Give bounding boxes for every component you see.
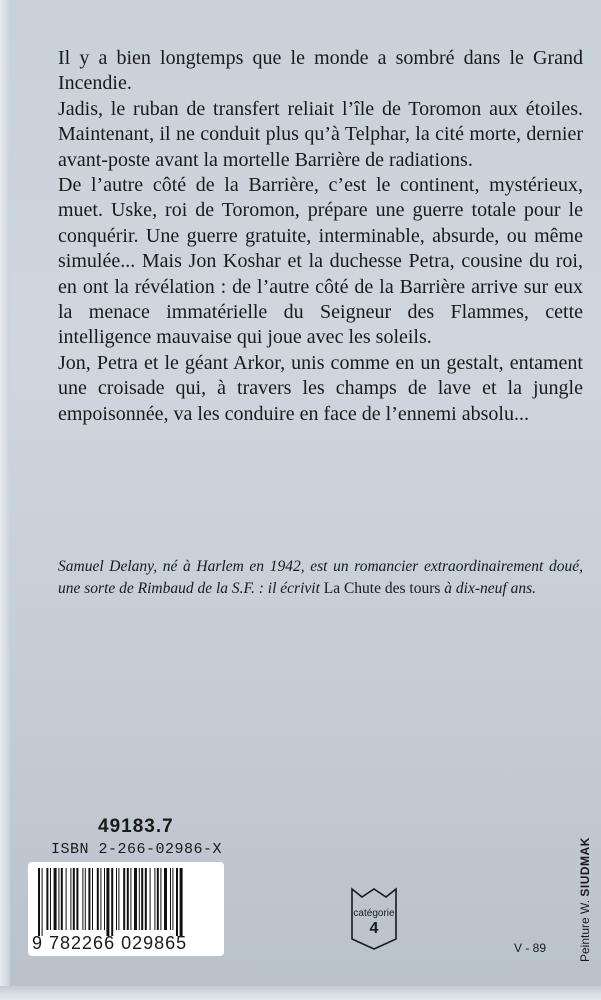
category-badge bbox=[350, 885, 398, 951]
blurb-paragraph-3: De l’autre côté de la Barrière, c’est le continent, mystérieux, muet. Uske, roi de Toromon, prépare une guerre totale pour le conquérir. Une guerre gratuite, interminable, absurde, ou même simulée... Mais Jon Koshar et la duchesse Petra, cousine du roi, en ont la révélation : de l’autre côté de la Barrière arrive sur eux la menace immatérielle du Seigneur des Flammes, cette intelligence mauvaise qui joue avec les soleils. bbox=[58, 174, 583, 349]
blurb-text bbox=[58, 46, 583, 427]
category-number: 4 bbox=[369, 920, 379, 937]
blurb-paragraph-1: Il y a bien longtemps que le monde a sombré dans le Grand Incendie. bbox=[58, 47, 583, 95]
illustration-credit bbox=[578, 837, 592, 962]
barcode-label bbox=[28, 862, 224, 956]
credit-name: SIUDMAK bbox=[578, 837, 592, 897]
barcode-digits: 9 782266 029865 bbox=[32, 933, 188, 953]
barcode-icon bbox=[28, 862, 224, 936]
cover-edge-left bbox=[0, 0, 10, 1000]
bio-text-after: à dix-neuf ans. bbox=[444, 580, 536, 597]
product-code: 49183.7 bbox=[98, 816, 174, 837]
bio-book-title: La Chute des tours bbox=[323, 580, 441, 597]
bio-text-before: Samuel Delany, né à Harlem en 1942, est un romancier extraordinairement doué, une sorte de Rimbaud de la S.F. : il écrivit bbox=[58, 558, 583, 597]
version-code: V - 89 bbox=[514, 941, 547, 955]
blurb-paragraph-2: Jadis, le ruban de transfert reliait l’île de Toromon aux étoiles. Maintenant, il ne conduit plus qu’à Telphar, la cité morte, dernier avant-poste avant la mortelle Barrière de radiations. bbox=[58, 97, 583, 171]
credit-prefix: Peinture W. bbox=[578, 899, 592, 962]
category-label: catégorie bbox=[353, 908, 395, 919]
author-bio bbox=[58, 556, 583, 600]
isbn-number: ISBN 2-266-02986-X bbox=[51, 841, 223, 858]
cover-edge-bottom bbox=[0, 986, 601, 1000]
blurb-paragraph-4: Jon, Petra et le géant Arkor, unis comme en un gestalt, entament une croisade qui, à travers les champs de lave et la jungle empoisonnée, va les conduire en face de l’ennemi absolu... bbox=[58, 351, 583, 425]
